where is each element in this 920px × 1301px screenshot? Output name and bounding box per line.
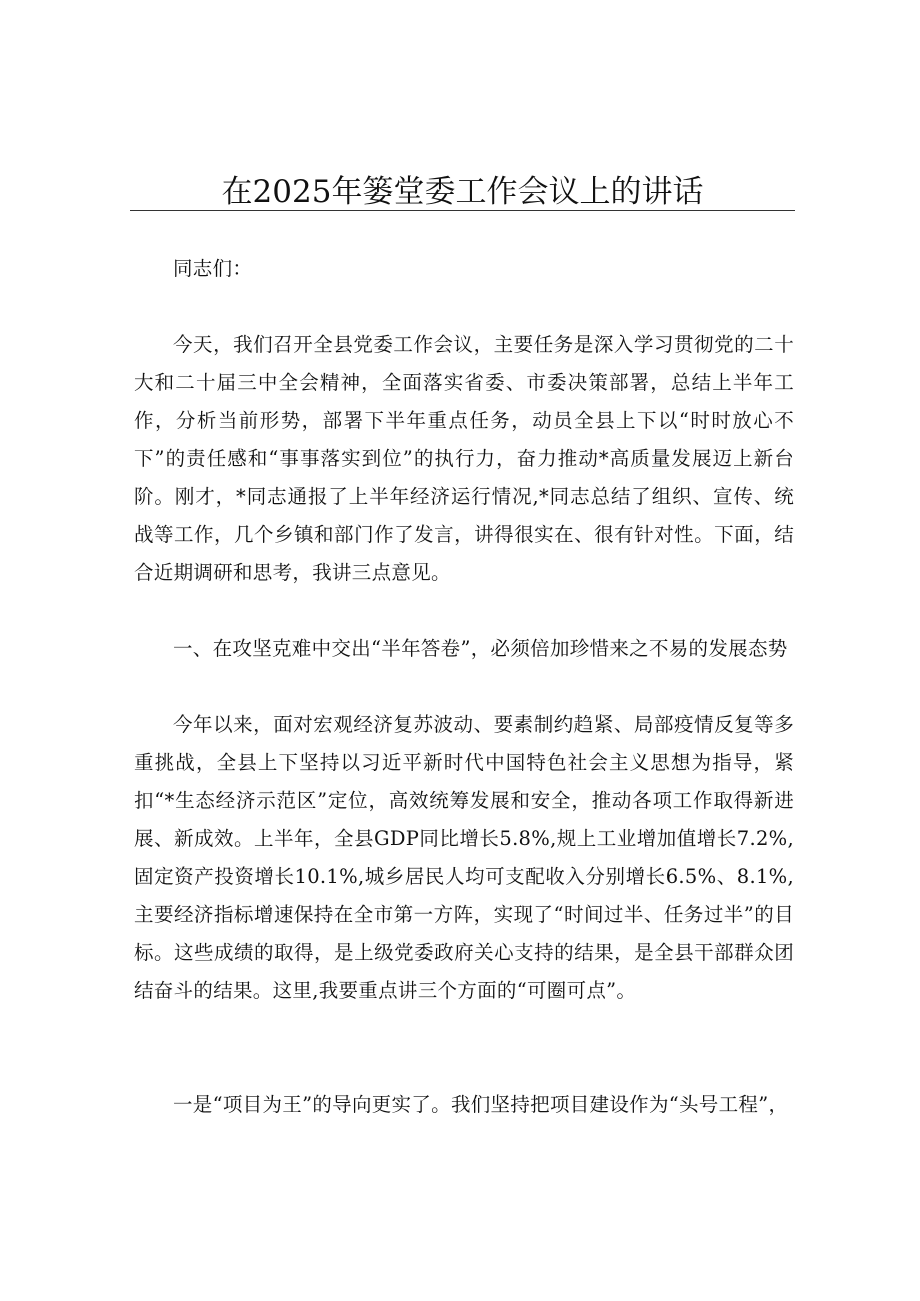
paragraph-achievements: 今年以来，面对宏观经济复苏波动、要素制约趋紧、局部疫情反复等多重挑战，全县上下坚持以习近平新时代中国特色社会主义思想为指导，紧扣“*生态经济示范区”定位，高效统筹发展和安全，推动各项工作取得新进展、新成效。上半年，全县GDP同比增长5.8%,规上工业增加值增长7.2%,固定资产投资增长10.1%,城乡居民人均可支配收入分别增长6.5%、8.1%,主要经济指标增速保持在全市第一方阵，实现了“时间过半、任务过半”的目标。这些成绩的取得，是上级党委政府关心支持的结果，是全县干部群众团结奋斗的结果。这里,我要重点讲三个方面的“可圈可点”。 [134, 713, 794, 1002]
title-underline [130, 210, 795, 211]
paragraph-intro: 今天，我们召开全县党委工作会议，主要任务是深入学习贯彻党的二十大和二十届三中全会精神，全面落实省委、市委决策部署，总结上半年工作，分析当前形势，部署下半年重点任务，动员全县上下以“时时放心不下”的责任感和“事事落实到位”的执行力，奋力推动*高质量发展迈上新台阶。刚才，*同志通报了上半年经济运行情况,*同志总结了组织、宣传、统战等工作，几个乡镇和部门作了发言，讲得很实在、很有针对性。下面，结合近期调研和思考，我讲三点意见。 [134, 333, 794, 584]
paragraph-point-one: 一是“项目为王”的导向更实了。我们坚持把项目建设作为“头号工程”， [173, 1093, 789, 1116]
salutation: 同志们： [173, 257, 253, 280]
page-title: 在2025年篓堂委工作会议上的讲话 [221, 174, 704, 210]
section-heading-1: 一、在攻坚克难中交出“半年答卷”，必须倍加珍惜来之不易的发展态势 [173, 637, 788, 660]
